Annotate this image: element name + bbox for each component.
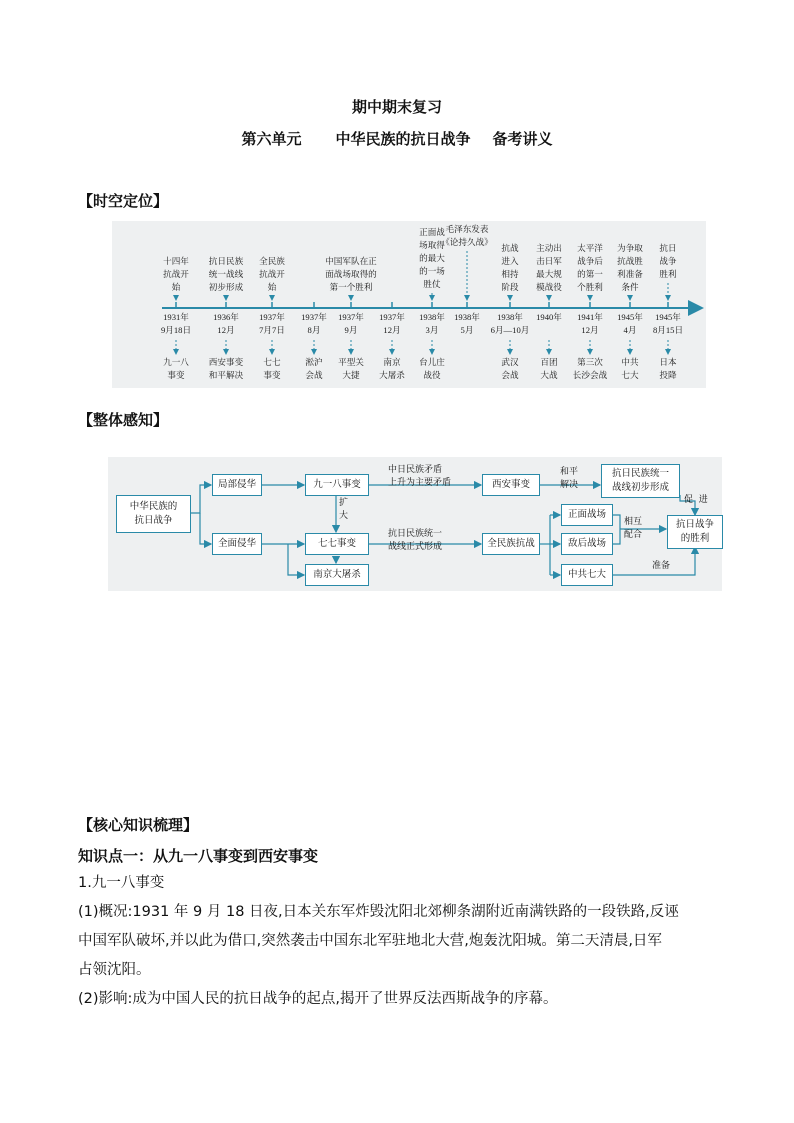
timeline-date: 1940年	[536, 312, 562, 322]
subtitle-label: 备考讲义	[492, 130, 553, 148]
item1-overview-line3: 占领沈阳。	[78, 962, 151, 978]
timeline-lower-event: 七七 事变	[263, 358, 281, 381]
prepare-label: 准备	[652, 561, 671, 571]
timeline-date: 1945年 4月	[617, 312, 643, 335]
timeline-date: 1941年 12月	[577, 312, 603, 335]
timeline-lower-event: 台儿庄 战役	[419, 358, 445, 381]
knowledge-body	[78, 869, 738, 1014]
timeline-date: 1936年 12月	[213, 312, 239, 335]
timeline-lower-event: 武汉 会战	[501, 358, 519, 381]
timeline-upper-event: 正面战 场取得 的最大 的一场 胜仗	[419, 228, 445, 290]
timeline-lower-event: 百团 大战	[540, 358, 558, 381]
timeline-date: 1938年 3月	[419, 312, 445, 335]
timeline-date: 1937年 8月	[301, 312, 327, 335]
timeline-upper-event: 为争取 抗战胜 利准备 条件	[617, 244, 643, 293]
timeline-upper-event: 抗日民族 统一战线 初步形成	[208, 257, 244, 293]
overview-diagram	[108, 457, 722, 591]
cooperate-label: 相互 配合	[624, 517, 643, 540]
timeline-lower-event: 淞沪 会战	[305, 358, 323, 381]
timeline-date: 1945年 8月15日	[652, 312, 684, 335]
cpc-seventh-congress-box: 中共七大	[561, 564, 613, 586]
expand-label: 扩 大	[339, 498, 349, 521]
timeline-lower-event: 西安事变 和平解决	[208, 358, 244, 381]
item1-overview-line2: 中国军队破坏,并以此为借口,突然袭击中国东北军驻地北大营,炮轰沈阳城。第二天清晨,日军	[78, 933, 662, 949]
sept18-incident-box: 九一八事变	[305, 474, 369, 496]
timeline-date: 1937年 7月7日	[259, 312, 285, 335]
timeline-date: 1931年 9月18日	[160, 312, 192, 335]
timeline-upper-event: 中国军队在正 面战场取得的 第一个胜利	[325, 257, 377, 293]
timeline-date: 1938年 6月—10月	[490, 312, 530, 335]
national-war-box: 全民族抗战	[482, 533, 540, 555]
contradiction-label: 中日民族矛盾 上升为主要矛盾	[388, 465, 452, 488]
section-heading-knowledge: 【核心知识梳理】	[78, 816, 199, 834]
front-battlefield-box: 正面战场	[561, 504, 613, 526]
timeline-upper-event: 毛泽东发表 《论持久战》	[441, 225, 493, 248]
item1-title: 1.九一八事变	[78, 875, 165, 891]
united-front-formal-label: 抗日民族统一 战线正式形成	[388, 529, 443, 552]
timeline-lower-event: 中共 七大	[621, 358, 639, 381]
timeline-date: 1937年 9月	[338, 312, 364, 335]
section-heading-timeline: 【时空定位】	[78, 192, 169, 210]
promote-label: 促 进	[684, 495, 708, 505]
topic-label: 中华民族的抗日战争	[335, 130, 471, 148]
root-box: 中华民族的 抗日战争	[116, 495, 191, 533]
peaceful-resolution-label: 和平 解决	[560, 467, 579, 490]
page-title: 期中期末复习	[351, 98, 442, 116]
timeline-upper-event: 抗战 进入 相持 阶段	[501, 244, 519, 293]
timeline-upper-event: 太平洋 战争后 的第一 个胜利	[577, 244, 603, 293]
item1-impact: (2)影响:成为中国人民的抗日战争的起点,揭开了世界反法西斯战争的序幕。	[78, 991, 558, 1007]
nanjing-massacre-box: 南京大屠杀	[305, 564, 369, 586]
xian-incident-box: 西安事变	[482, 474, 540, 496]
united-front-initial-box: 抗日民族统一 战线初步形成	[601, 464, 680, 498]
knowledge-point-title: 知识点一：从九一八事变到西安事变	[78, 847, 319, 865]
timeline-date: 1938年 5月	[454, 312, 480, 335]
page-subtitle	[0, 128, 794, 149]
partial-invasion-box: 局部侵华	[212, 474, 262, 496]
timeline-lower-event: 日本 投降	[659, 358, 677, 381]
timeline-date: 1937年 12月	[379, 312, 405, 335]
timeline-upper-event: 全民族 抗战开 始	[259, 257, 285, 293]
item1-overview-line1: (1)概况:1931 年 9 月 18 日夜,日本关东军炸毁沈阳北郊柳条湖附近南满铁路的一段铁路,反诬	[78, 904, 679, 920]
timeline-upper-event: 抗日 战争 胜利	[659, 244, 677, 280]
timeline-lower-event: 九一八 事变	[163, 358, 189, 381]
timeline-lower-event: 第三次 长沙会战	[572, 358, 608, 381]
victory-box: 抗日战争 的胜利	[667, 515, 723, 549]
full-invasion-box: 全面侵华	[212, 533, 262, 555]
timeline-upper-event: 主动出 击日军 最大规 模战役	[536, 244, 562, 293]
unit-label: 第六单元	[241, 130, 302, 148]
timeline-lower-event: 南京 大屠杀	[379, 358, 405, 381]
timeline-lower-event: 平型关 大捷	[338, 358, 364, 381]
section-heading-overview: 【整体感知】	[78, 411, 169, 429]
rear-battlefield-box: 敌后战场	[561, 533, 613, 555]
july7-incident-box: 七七事变	[305, 533, 369, 555]
timeline-upper-event: 十四年 抗战开 始	[163, 257, 189, 293]
timeline-figure	[112, 221, 706, 388]
